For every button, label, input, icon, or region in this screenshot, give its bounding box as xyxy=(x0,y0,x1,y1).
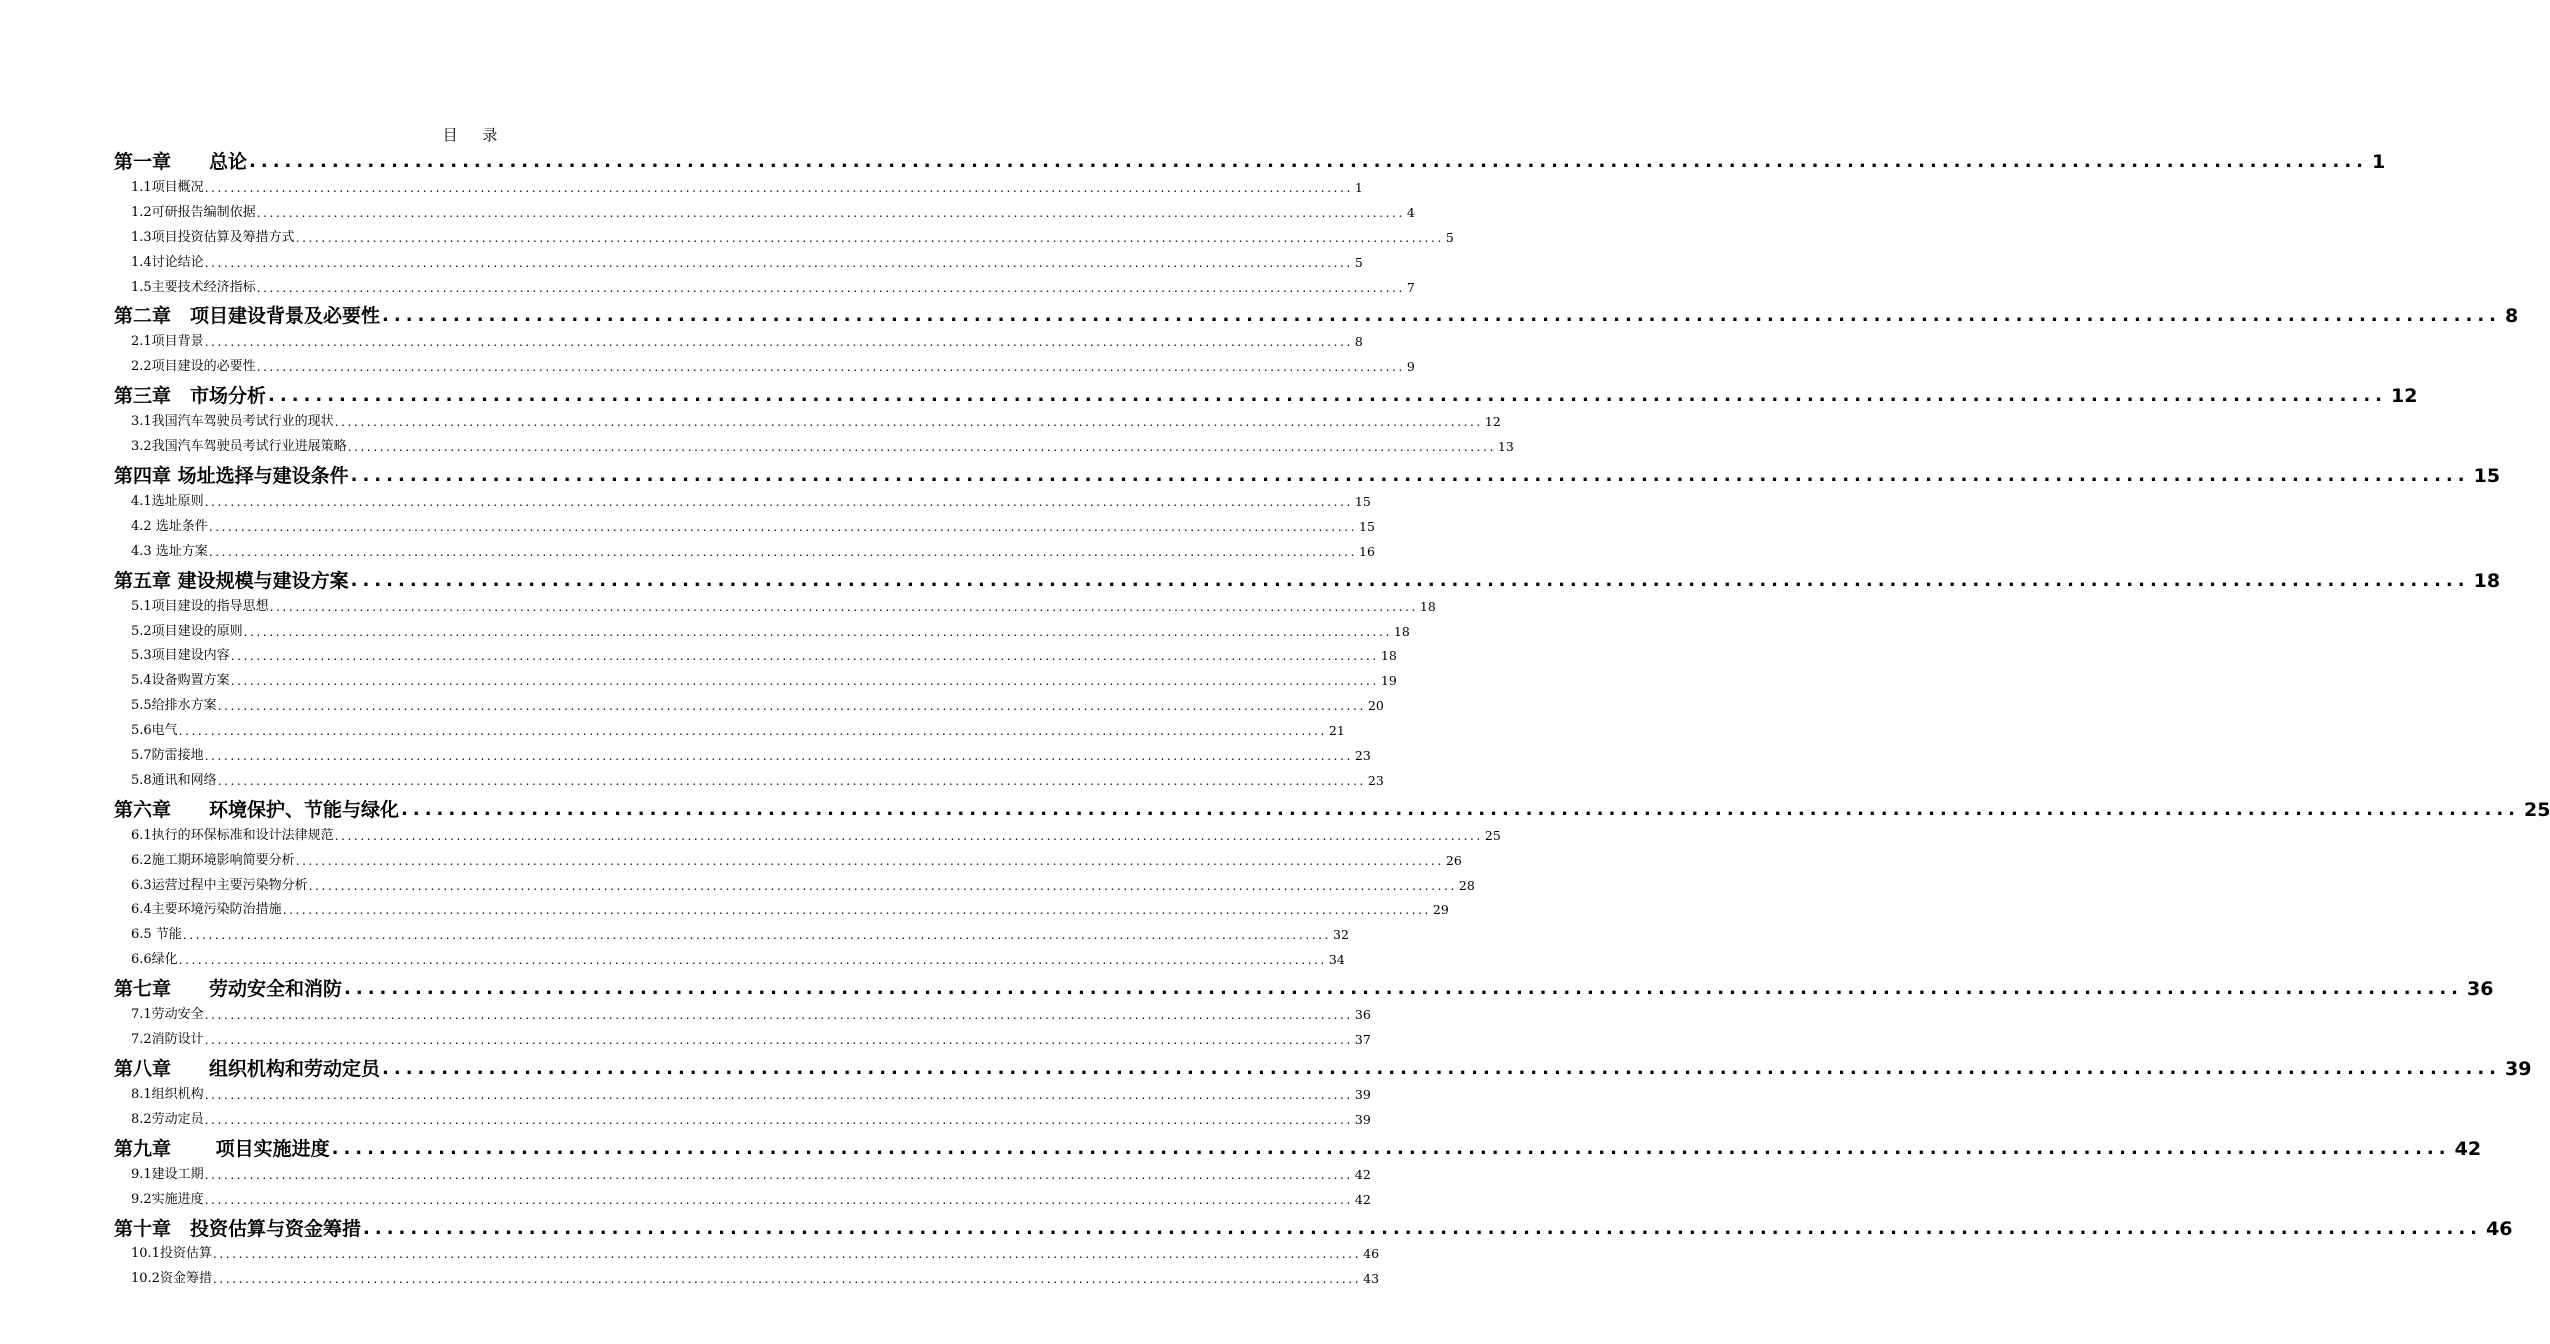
toc-section-label: 1.4讨论结论 xyxy=(131,254,204,270)
toc-section[interactable] xyxy=(114,1028,1371,1053)
toc-section[interactable] xyxy=(114,620,1410,645)
toc-section[interactable] xyxy=(114,1003,1371,1028)
toc-section-page-number: 29 xyxy=(1432,902,1449,918)
dot-leader: ................................................................................................................................................................................... xyxy=(295,230,1444,245)
dot-leader: ................................................................................................................................................................................... xyxy=(347,440,1496,455)
toc-section-page-number: 1 xyxy=(1354,179,1363,195)
toc-chapter-page-number: 39 xyxy=(2505,1057,2532,1080)
dot-leader: ................................................................................................................................................................................... xyxy=(350,465,2470,487)
toc-section-label: 7.1劳动安全 xyxy=(131,1007,204,1023)
toc-chapter-label: 第六章 环境保护、节能与绿化 xyxy=(114,798,400,821)
toc-section-label: 5.4设备购置方案 xyxy=(131,673,230,689)
dot-leader: ................................................................................................................................................................................... xyxy=(401,798,2520,820)
toc-section-label: 6.6绿化 xyxy=(131,952,178,968)
toc-chapter-page-number: 12 xyxy=(2391,385,2418,408)
toc-section[interactable] xyxy=(114,849,1462,874)
toc-section-label: 9.1建设工期 xyxy=(131,1166,204,1182)
toc-section-page-number: 39 xyxy=(1354,1086,1371,1102)
dot-leader: ................................................................................................................................................................................... xyxy=(204,1167,1353,1182)
toc-chapter[interactable] xyxy=(114,567,2501,595)
toc-section[interactable] xyxy=(114,1083,1371,1108)
toc-section[interactable] xyxy=(114,719,1345,744)
toc-section-page-number: 12 xyxy=(1484,414,1501,430)
dot-leader: ................................................................................................................................................................................... xyxy=(282,903,1431,918)
toc-section-page-number: 13 xyxy=(1497,439,1514,455)
toc-chapter-page-number: 18 xyxy=(2473,569,2501,592)
dot-leader: ................................................................................................................................................................................... xyxy=(204,1008,1353,1023)
toc-section-page-number: 42 xyxy=(1354,1191,1371,1207)
toc-chapter-page-number: 15 xyxy=(2473,465,2501,488)
toc-section[interactable] xyxy=(114,1243,1380,1268)
toc-chapter[interactable] xyxy=(114,148,2386,176)
toc-section-page-number: 26 xyxy=(1445,852,1462,868)
table-of-contents xyxy=(114,146,2550,1292)
toc-chapter-label: 第十章 投资估算与资金筹措 xyxy=(114,1217,362,1240)
toc-section[interactable] xyxy=(114,515,1375,540)
dot-leader: ................................................................................................................................................................................... xyxy=(208,519,1357,534)
dot-leader: ................................................................................................................................................................................... xyxy=(256,280,1405,295)
dot-leader: ................................................................................................................................................................................... xyxy=(178,724,1327,739)
dot-leader: ................................................................................................................................................................................... xyxy=(334,415,1483,430)
toc-chapter[interactable] xyxy=(114,1215,2513,1243)
toc-section-label: 5.6电气 xyxy=(131,723,178,739)
dot-leader: ................................................................................................................................................................................... xyxy=(212,1247,1362,1262)
toc-section-page-number: 8 xyxy=(1354,334,1363,350)
toc-chapter[interactable] xyxy=(114,382,2418,410)
toc-section-page-number: 7 xyxy=(1406,279,1415,295)
toc-chapter-label: 第七章 劳动安全和消防 xyxy=(114,978,343,1001)
toc-section-label: 1.3项目投资估算及筹措方式 xyxy=(131,229,295,245)
toc-section-label: 4.1选址原则 xyxy=(131,494,204,509)
toc-chapter-page-number: 42 xyxy=(2454,1137,2482,1160)
toc-chapter-page-number: 46 xyxy=(2486,1217,2513,1240)
toc-title: 目 录 xyxy=(442,126,508,144)
toc-section-label: 6.5 节能 xyxy=(131,927,182,943)
toc-section-label: 10.2资金筹措 xyxy=(131,1271,212,1287)
toc-chapter-label: 第九章 项目实施进度 xyxy=(114,1137,330,1160)
toc-section-label: 2.1项目背景 xyxy=(131,334,204,350)
dot-leader: ................................................................................................................................................................................... xyxy=(178,953,1327,968)
dot-leader: ................................................................................................................................................................................... xyxy=(256,360,1405,375)
toc-chapter[interactable] xyxy=(114,796,2550,824)
toc-section[interactable] xyxy=(114,1267,1380,1292)
toc-section-page-number: 32 xyxy=(1333,927,1349,943)
toc-section-page-number: 36 xyxy=(1354,1007,1371,1023)
toc-section-label: 6.1执行的环保标准和设计法律规范 xyxy=(131,827,334,843)
toc-section-page-number: 5 xyxy=(1354,254,1363,270)
toc-section-label: 10.1投资估算 xyxy=(131,1246,212,1262)
dot-leader: ................................................................................................................................................................................... xyxy=(308,878,1457,893)
dot-leader: ................................................................................................................................................................................... xyxy=(217,699,1366,714)
toc-section-page-number: 43 xyxy=(1363,1271,1380,1287)
toc-section-page-number: 5 xyxy=(1445,229,1454,245)
dot-leader: ................................................................................................................................................................................... xyxy=(212,1272,1362,1287)
toc-chapter[interactable] xyxy=(114,1135,2482,1163)
dot-leader: ................................................................................................................................................................................... xyxy=(268,385,2387,407)
toc-section-label: 5.7防雷接地 xyxy=(131,748,204,764)
toc-section[interactable] xyxy=(114,769,1384,794)
toc-section-page-number: 18 xyxy=(1380,648,1397,664)
toc-section-page-number: 4 xyxy=(1406,204,1415,220)
toc-section[interactable] xyxy=(114,226,1454,251)
toc-section-page-number: 25 xyxy=(1484,827,1501,843)
toc-section-label: 7.2消防设计 xyxy=(131,1032,204,1048)
dot-leader: ................................................................................................................................................................................... xyxy=(204,749,1353,764)
toc-section-page-number: 46 xyxy=(1363,1246,1380,1262)
toc-section-label: 3.2我国汽车驾驶员考试行业进展策略 xyxy=(131,439,347,455)
dot-leader: ................................................................................................................................................................................... xyxy=(208,544,1357,559)
toc-section-label: 6.2施工期环境影响简要分析 xyxy=(131,852,295,868)
toc-section[interactable] xyxy=(114,923,1349,948)
toc-chapter-label: 第一章 总论 xyxy=(114,151,248,173)
toc-section[interactable] xyxy=(114,669,1397,694)
toc-section-page-number: 23 xyxy=(1354,748,1371,764)
toc-section[interactable] xyxy=(114,490,1371,515)
toc-section[interactable] xyxy=(114,1108,1371,1133)
toc-section-label: 9.2实施进度 xyxy=(131,1191,204,1207)
toc-chapter-label: 第二章 项目建设背景及必要性 xyxy=(114,305,381,328)
toc-section-label: 5.3项目建设内容 xyxy=(131,648,230,664)
toc-section-label: 5.2项目建设的原则 xyxy=(131,623,243,639)
toc-chapter[interactable] xyxy=(114,975,2494,1003)
dot-leader: ................................................................................................................................................................................... xyxy=(350,569,2470,591)
toc-section[interactable] xyxy=(114,276,1415,301)
toc-section-label: 5.1项目建设的指导思想 xyxy=(131,598,269,614)
toc-section[interactable] xyxy=(114,1188,1371,1213)
toc-section[interactable] xyxy=(114,540,1375,565)
dot-leader: ................................................................................................................................................................................... xyxy=(204,1033,1353,1048)
toc-section-page-number: 23 xyxy=(1367,772,1384,788)
toc-chapter-page-number: 36 xyxy=(2467,978,2494,1001)
dot-leader: ................................................................................................................................................................................... xyxy=(334,828,1483,843)
dot-leader: ................................................................................................................................................................................... xyxy=(269,599,1418,614)
toc-chapter[interactable] xyxy=(114,302,2519,330)
toc-section-label: 8.1组织机构 xyxy=(131,1086,204,1102)
toc-section-label: 5.5给排水方案 xyxy=(131,698,217,714)
dot-leader: ................................................................................................................................................................................... xyxy=(204,495,1353,509)
toc-section-page-number: 42 xyxy=(1354,1166,1371,1182)
dot-leader: ................................................................................................................................................................................... xyxy=(204,255,1353,270)
toc-section-page-number: 18 xyxy=(1393,623,1410,639)
toc-section[interactable] xyxy=(114,644,1397,669)
toc-section-page-number: 16 xyxy=(1359,543,1375,559)
toc-section-label: 1.2可研报告编制依据 xyxy=(131,204,256,220)
dot-leader: ................................................................................................................................................................................... xyxy=(344,978,2463,1000)
toc-section[interactable] xyxy=(114,874,1475,899)
dot-leader: ................................................................................................................................................................................... xyxy=(204,335,1353,350)
toc-chapter-label: 第五章 建设规模与建设方案 xyxy=(114,569,349,592)
toc-section[interactable] xyxy=(114,824,1501,849)
dot-leader: ................................................................................................................................................................................... xyxy=(204,1087,1353,1102)
toc-section-label: 5.8通讯和网络 xyxy=(131,772,217,788)
dot-leader: ................................................................................................................................................................................... xyxy=(204,1192,1353,1207)
dot-leader: ................................................................................................................................................................................... xyxy=(382,305,2501,327)
toc-section-label: 1.5主要技术经济指标 xyxy=(131,279,256,295)
toc-chapter-label: 第八章 组织机构和劳动定员 xyxy=(114,1057,381,1080)
toc-section-page-number: 9 xyxy=(1406,359,1415,375)
toc-chapter-label: 第四章 场址选择与建设条件 xyxy=(114,465,349,488)
toc-chapter[interactable] xyxy=(114,1055,2532,1083)
toc-section-page-number: 20 xyxy=(1367,698,1384,714)
toc-section[interactable] xyxy=(114,948,1345,973)
toc-chapter[interactable] xyxy=(114,462,2501,490)
dot-leader: ................................................................................................................................................................................... xyxy=(204,180,1353,195)
dot-leader: ................................................................................................................................................................................... xyxy=(243,624,1392,639)
toc-chapter-page-number: 8 xyxy=(2505,305,2519,328)
dot-leader: ................................................................................................................................................................................... xyxy=(382,1057,2501,1079)
toc-section-label: 6.4主要环境污染防治措施 xyxy=(131,902,282,918)
toc-section-page-number: 18 xyxy=(1419,598,1436,614)
toc-section-page-number: 39 xyxy=(1354,1111,1371,1127)
toc-section[interactable] xyxy=(114,1163,1371,1188)
toc-section-page-number: 19 xyxy=(1380,673,1397,689)
dot-leader: ................................................................................................................................................................................... xyxy=(217,773,1366,788)
toc-section[interactable] xyxy=(114,435,1514,460)
toc-section-label: 3.1我国汽车驾驶员考试行业的现状 xyxy=(131,414,334,430)
toc-section[interactable] xyxy=(114,744,1371,769)
toc-section[interactable] xyxy=(114,330,1363,355)
toc-section-page-number: 28 xyxy=(1458,877,1475,893)
dot-leader: ................................................................................................................................................................................... xyxy=(182,928,1331,943)
dot-leader: ................................................................................................................................................................................... xyxy=(363,1217,2482,1239)
dot-leader: ................................................................................................................................................................................... xyxy=(249,151,2368,172)
toc-section[interactable] xyxy=(114,355,1415,380)
toc-section[interactable] xyxy=(114,410,1501,435)
dot-leader: ................................................................................................................................................................................... xyxy=(230,649,1379,664)
toc-section[interactable] xyxy=(114,898,1449,923)
toc-section[interactable] xyxy=(114,201,1415,226)
dot-leader: ................................................................................................................................................................................... xyxy=(295,853,1444,868)
toc-section-label: 4.3 选址方案 xyxy=(131,543,208,559)
toc-section-label: 4.2 选址条件 xyxy=(131,518,208,534)
toc-section-page-number: 34 xyxy=(1328,952,1345,968)
toc-chapter-label: 第三章 市场分析 xyxy=(114,385,267,408)
toc-section-page-number: 15 xyxy=(1359,518,1375,534)
toc-section[interactable] xyxy=(114,176,1363,201)
dot-leader: ................................................................................................................................................................................... xyxy=(204,1112,1353,1127)
toc-section-page-number: 37 xyxy=(1354,1032,1371,1048)
dot-leader: ................................................................................................................................................................................... xyxy=(230,674,1379,689)
toc-section[interactable] xyxy=(114,694,1384,719)
toc-section-page-number: 15 xyxy=(1354,494,1371,509)
toc-section[interactable] xyxy=(114,251,1363,276)
toc-chapter-page-number: 1 xyxy=(2372,151,2386,173)
toc-section-page-number: 21 xyxy=(1328,723,1345,739)
toc-section-label: 8.2劳动定员 xyxy=(131,1111,204,1127)
dot-leader: ................................................................................................................................................................................... xyxy=(256,205,1405,220)
toc-section-label: 1.1项目概况 xyxy=(131,179,204,195)
toc-section-label: 2.2项目建设的必要性 xyxy=(131,359,256,375)
dot-leader: ................................................................................................................................................................................... xyxy=(331,1137,2451,1159)
toc-section[interactable] xyxy=(114,595,1436,620)
toc-chapter-page-number: 25 xyxy=(2524,798,2550,821)
toc-section-label: 6.3运营过程中主要污染物分析 xyxy=(131,877,308,893)
